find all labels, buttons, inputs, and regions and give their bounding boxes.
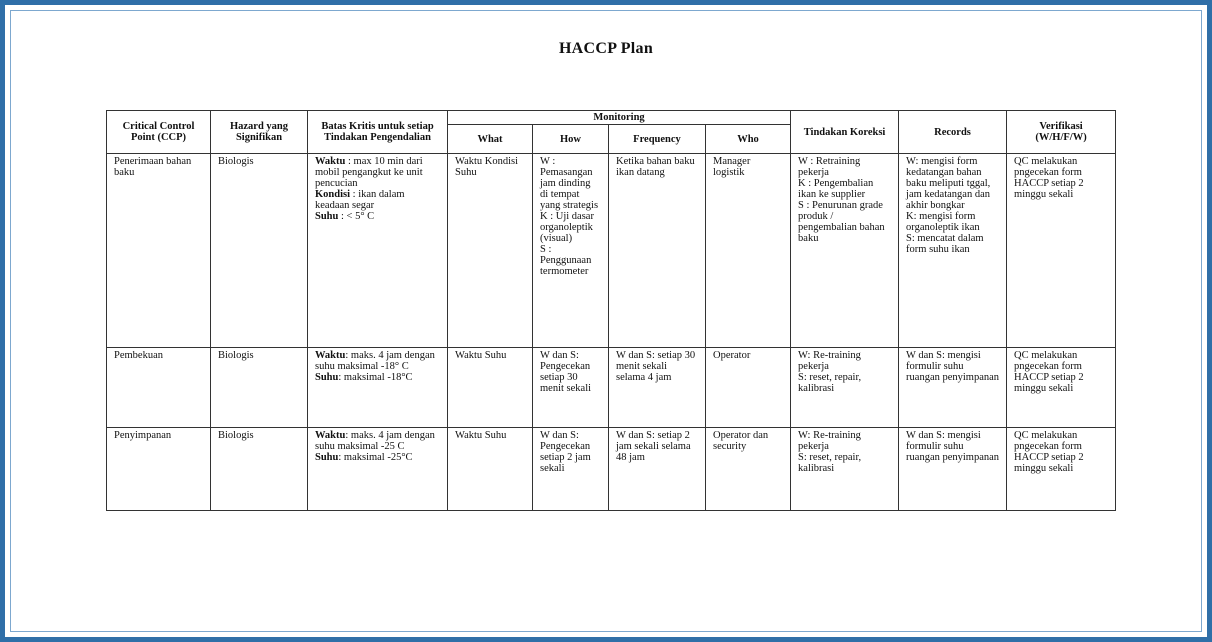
how-line: W : Pemasangan jam dinding di tempat yang strategis: [540, 156, 599, 211]
cell-frequency: W dan S: setiap 2 jam sekali selama 48 jam: [609, 428, 706, 511]
cell-records: [899, 348, 1007, 428]
cell-batas: [308, 348, 448, 428]
batas-label: Suhu: [315, 372, 339, 383]
cell-ccp: Pembekuan: [107, 348, 211, 428]
cell-records: [899, 154, 1007, 348]
batas-label: Waktu: [315, 156, 346, 167]
header-batas-kritis: Batas Kritis untuk setiap Tindakan Pengendalian: [308, 111, 448, 154]
cell-batas: [308, 154, 448, 348]
tindakan-line: W: Re-training pekerja: [798, 430, 861, 452]
batas-text: : maks. 4 jam dengan suhu maksimal -25 C: [315, 430, 435, 452]
cell-tindakan: [791, 154, 899, 348]
records-line: W dan S: mengisi formulir suhu ruangan penyimpanan: [906, 350, 1000, 383]
cell-what: Waktu Suhu: [448, 348, 533, 428]
cell-ccp: Penyimpanan: [107, 428, 211, 511]
tindakan-line: K : Pengembalian ikan ke supplier: [798, 178, 874, 200]
cell-who: Manager logistik: [706, 154, 791, 348]
records-line: W: mengisi form kedatangan bahan baku meliputi tggal, jam kedatangan dan akhir bongkar: [906, 156, 991, 211]
cell-frequency: W dan S: setiap 30 menit sekali selama 4 jam: [609, 348, 706, 428]
tindakan-line: S : Penurunan grade produk / pengembalian bahan baku: [798, 200, 885, 244]
how-line: W dan S: Pengecekan setiap 2 jam sekali: [540, 430, 591, 474]
batas-text: : ikan dalam keadaan segar: [315, 189, 405, 211]
records-line: S: mencatat dalam form suhu ikan: [906, 233, 984, 255]
batas-label: Suhu: [315, 211, 339, 222]
cell-who: Operator: [706, 348, 791, 428]
how-line: K : Uji dasar organoleptik (visual): [540, 211, 594, 244]
batas-text: : maksimal -18°C: [338, 372, 413, 383]
table-row: [107, 154, 1116, 348]
batas-label: Suhu: [315, 452, 339, 463]
batas-label: Kondisi: [315, 189, 351, 200]
cell-verifikasi: QC melakukan pngecekan form HACCP setiap 2 minggu sekali: [1007, 154, 1116, 348]
how-line: S : Penggunaan termometer: [540, 244, 592, 277]
cell-who: Operator dan security: [706, 428, 791, 511]
cell-verifikasi: QC melakukan pngecekan form HACCP setiap 2 minggu sekali: [1007, 348, 1116, 428]
batas-text: : maks. 4 jam dengan suhu maksimal -18° C: [315, 350, 435, 372]
table-row: [107, 428, 1116, 511]
batas-label: Waktu: [315, 430, 346, 441]
header-ccp: Critical Control Point (CCP): [107, 111, 211, 154]
cell-how: [533, 428, 609, 511]
batas-text: : < 5° C: [338, 211, 375, 222]
header-monitoring: Monitoring: [448, 111, 791, 125]
header-how: How: [533, 125, 609, 154]
how-line: W dan S: Pengecekan setiap 30 menit sekali: [540, 350, 592, 394]
header-frequency: Frequency: [609, 125, 706, 154]
cell-batas: [308, 428, 448, 511]
tindakan-line: S: reset, repair, kalibrasi: [798, 372, 862, 394]
cell-tindakan: [791, 428, 899, 511]
header-verifikasi: Verifikasi (W/H/F/W): [1007, 111, 1116, 154]
cell-hazard: Biologis: [211, 154, 308, 348]
tindakan-line: W : Retraining pekerja: [798, 156, 861, 178]
haccp-table: [106, 110, 1116, 511]
tindakan-line: S: reset, repair, kalibrasi: [798, 452, 862, 474]
cell-hazard: Biologis: [211, 348, 308, 428]
page-title: HACCP Plan: [558, 40, 654, 57]
cell-what: Waktu Suhu: [448, 428, 533, 511]
batas-text: : max 10 min dari mobil pengangkut ke unit pencucian: [315, 156, 423, 189]
cell-tindakan: [791, 348, 899, 428]
records-line: W dan S: mengisi formulir suhu ruangan penyimpanan: [906, 430, 1000, 463]
tindakan-line: W: Re-training pekerja: [798, 350, 861, 372]
header-hazard: Hazard yang Signifikan: [211, 111, 308, 154]
header-tindakan-koreksi: Tindakan Koreksi: [791, 111, 899, 154]
cell-verifikasi: QC melakukan pngecekan form HACCP setiap 2 minggu sekali: [1007, 428, 1116, 511]
records-line: K: mengisi form organoleptik ikan: [906, 211, 980, 233]
header-records: Records: [899, 111, 1007, 154]
cell-ccp: Penerimaan bahan baku: [107, 154, 211, 348]
batas-label: Waktu: [315, 350, 346, 361]
table-row: [107, 348, 1116, 428]
batas-text: : maksimal -25°C: [338, 452, 413, 463]
cell-records: [899, 428, 1007, 511]
cell-how: [533, 348, 609, 428]
header-what: What: [448, 125, 533, 154]
cell-what: Waktu Kondisi Suhu: [448, 154, 533, 348]
cell-hazard: Biologis: [211, 428, 308, 511]
cell-frequency: Ketika bahan baku ikan datang: [609, 154, 706, 348]
cell-how: [533, 154, 609, 348]
header-who: Who: [706, 125, 791, 154]
